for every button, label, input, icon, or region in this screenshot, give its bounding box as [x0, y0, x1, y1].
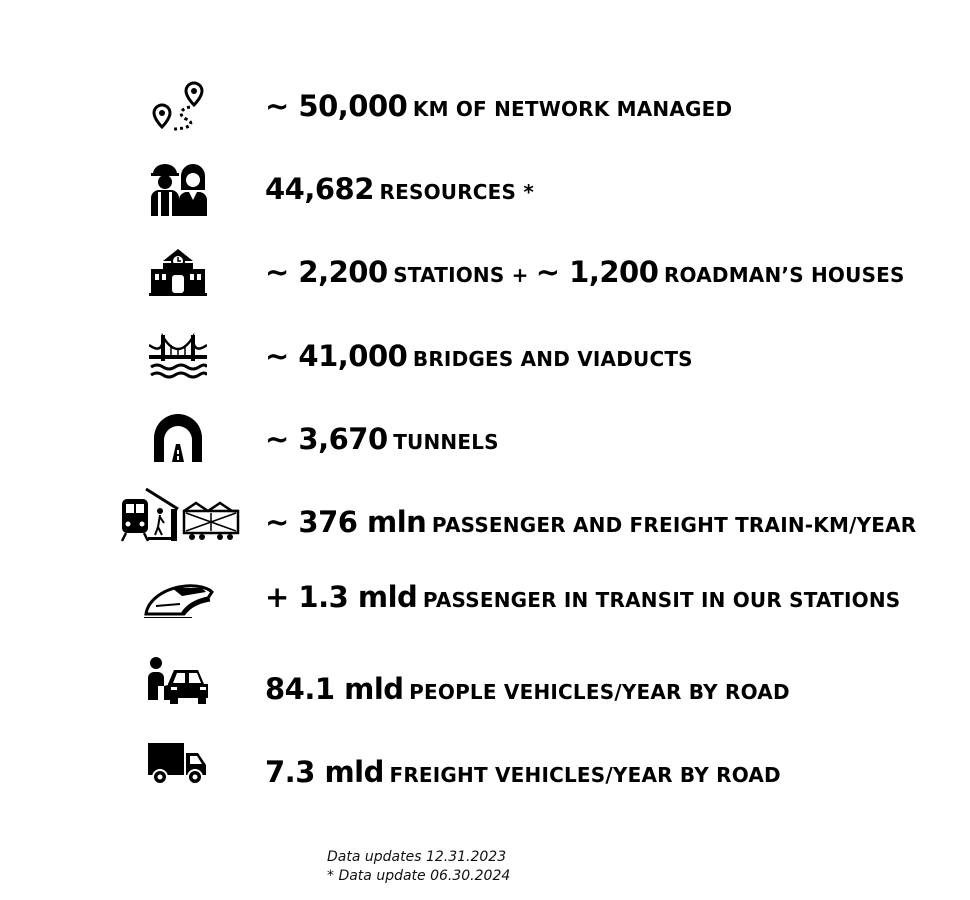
stat-text: + 1.3 mld PASSENGER IN TRANSIT IN OUR STATIONS	[265, 580, 901, 614]
stat-text: ~ 50,000 KM OF NETWORK MANAGED	[265, 89, 733, 123]
stat-text: ~ 3,670 TUNNELS	[265, 422, 499, 456]
train-and-freight-wagon-icon	[118, 487, 242, 543]
stat-row-freight-vehicles	[0, 741, 970, 801]
stat-row-bridges	[0, 325, 970, 385]
footnote-data-updates: Data updates 12.31.2023	[327, 849, 507, 865]
route-map-pin-icon	[150, 79, 206, 135]
footnotes	[327, 848, 510, 886]
stat-text: ~ 41,000 BRIDGES AND VIADUCTS	[265, 339, 693, 373]
stat-row-network	[0, 75, 970, 135]
bridge-icon	[149, 331, 207, 381]
stat-text: ~ 376 mln PASSENGER AND FREIGHT TRAIN-KM/YEAR	[265, 505, 917, 539]
stat-row-train-km	[0, 491, 970, 551]
stat-row-people-vehicles	[0, 658, 970, 718]
stat-row-tunnels	[0, 408, 970, 468]
stat-text: 7.3 mld FREIGHT VEHICLES/YEAR BY ROAD	[265, 755, 781, 789]
stat-row-passengers-in-transit	[0, 566, 970, 626]
stat-row-stations	[0, 241, 970, 301]
station-building-icon	[149, 247, 207, 297]
stat-text: ~ 2,200 STATIONS + ~ 1,200 ROADMAN’S HOUSES	[265, 255, 905, 289]
stat-text: 44,682 RESOURCES *	[265, 172, 534, 206]
high-speed-train-icon	[142, 574, 214, 618]
footnote-data-update-resources: * Data update 06.30.2024	[327, 868, 511, 884]
tunnel-icon	[152, 412, 204, 464]
workers-icon	[149, 160, 207, 218]
delivery-truck-icon	[146, 741, 208, 787]
stat-text: 84.1 mld PEOPLE VEHICLES/YEAR BY ROAD	[265, 672, 790, 706]
person-with-car-icon	[146, 656, 210, 706]
stat-row-resources	[0, 158, 970, 218]
